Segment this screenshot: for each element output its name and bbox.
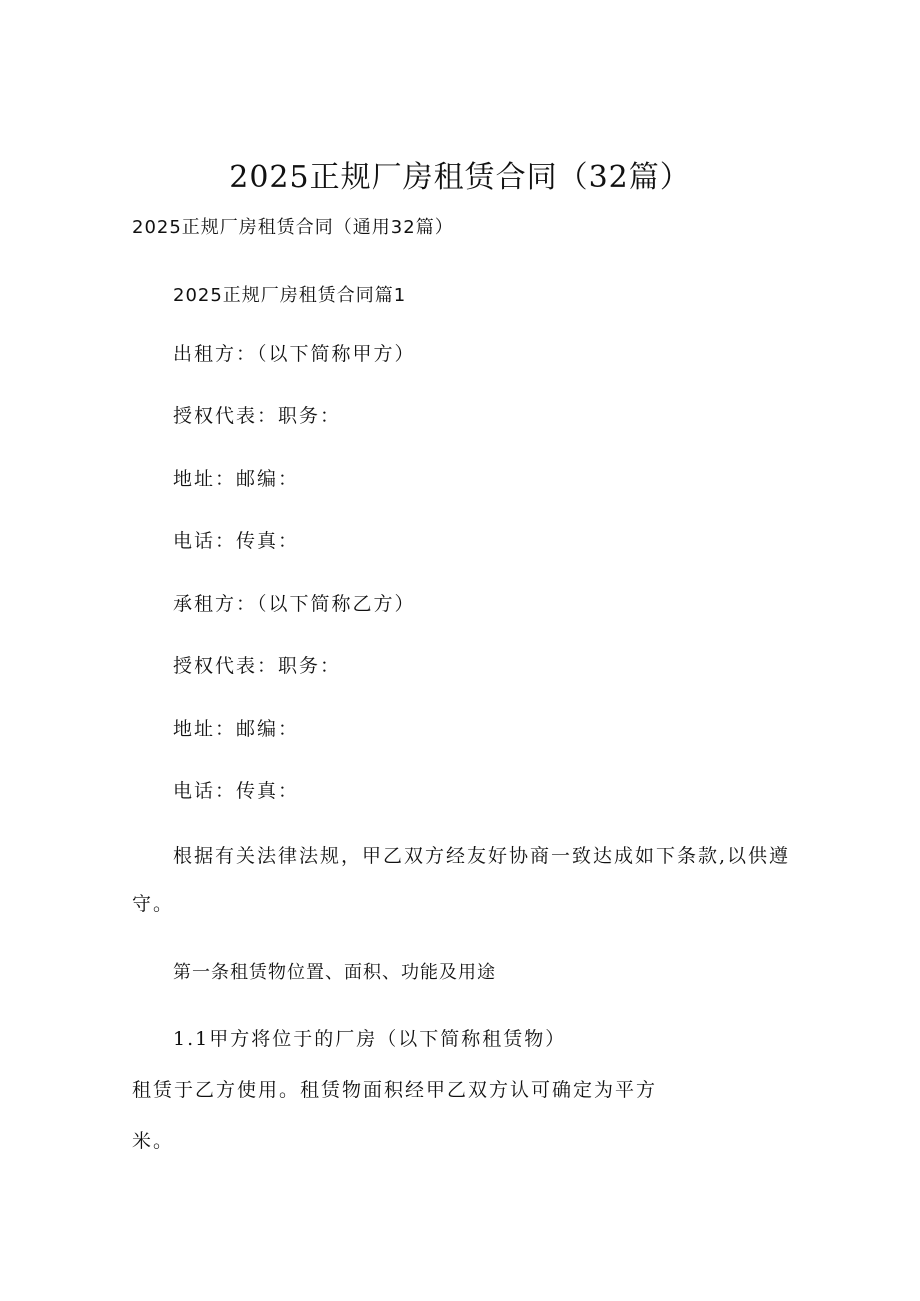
clause-1-1-line-1: 1.1甲方将位于的厂房（以下简称租赁物） [173,1028,567,1050]
lessee-address-line: 地址：邮编： [173,718,300,740]
document-subtitle: 2025正规厂房租赁合同（通用32篇） [132,217,454,238]
lessee-line: 承租方：（以下简称乙方） [173,593,416,615]
lessor-phone-line: 电话：传真： [173,530,300,552]
article-1-title: 第一条租赁物位置、面积、功能及用途 [173,962,496,983]
intro-paragraph-line-1: 根据有关法律法规，甲乙双方经友好协商一致达成如下条款,以供遵 [173,845,791,867]
document-title: 2025正规厂房租赁合同（32篇） [229,160,691,195]
lessee-representative-line: 授权代表：职务： [173,655,342,677]
lessor-line: 出租方：（以下简称甲方） [173,343,416,365]
intro-paragraph-line-2: 守。 [132,893,175,915]
lessee-phone-line: 电话：传真： [173,780,300,802]
lessor-address-line: 地址：邮编： [173,468,300,490]
lessor-representative-line: 授权代表：职务： [173,405,342,427]
clause-1-1-line-3: 米。 [132,1130,175,1152]
section-heading: 2025正规厂房租赁合同篇1 [173,285,407,306]
clause-1-1-line-2: 租赁于乙方使用。租赁物面积经甲乙双方认可确定为平方 [132,1079,658,1101]
